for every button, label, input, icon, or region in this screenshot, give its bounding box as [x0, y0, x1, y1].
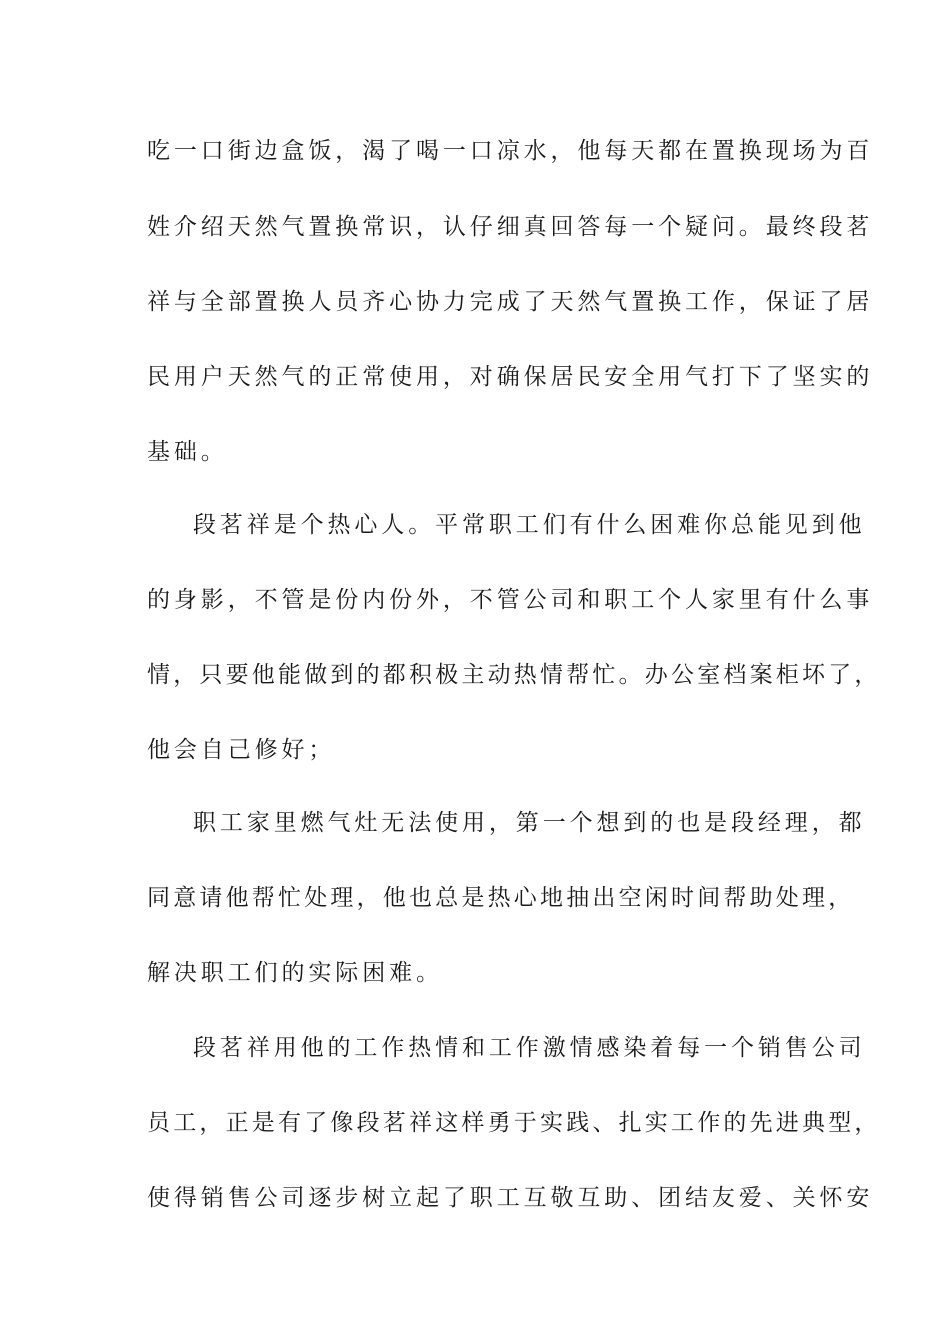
text-line: 的身影，不管是份内份外，不管公司和职工个人家里有什么事	[147, 587, 874, 613]
text-line: 他会自己修好；	[147, 737, 336, 763]
text-line: 基础。	[147, 439, 228, 465]
text-line: 解决职工们的实际困难。	[147, 960, 443, 986]
text-line: 民用户天然气的正常使用，对确保居民安全用气打下了坚实的	[147, 364, 874, 390]
text-line: 使得销售公司逐步树立起了职工互敬互助、团结友爱、关怀安	[147, 1185, 874, 1211]
paragraph-first-line: 段茗祥是个热心人。平常职工们有什么困难你总能见到他	[193, 512, 866, 538]
text-line: 吃一口街边盒饭，渴了喝一口凉水，他每天都在置换现场为百	[147, 138, 874, 164]
paragraph-first-line: 段茗祥用他的工作热情和工作激情感染着每一个销售公司	[193, 1035, 866, 1061]
text-line: 姓介绍天然气置换常识，认仔细真回答每一个疑问。最终段茗	[147, 214, 874, 240]
text-line: 同意请他帮忙处理，他也总是热心地抽出空闲时间帮助处理，	[147, 885, 855, 911]
paragraph-first-line: 职工家里燃气灶无法使用，第一个想到的也是段经理，都	[193, 810, 866, 836]
text-line: 祥与全部置换人员齐心协力完成了天然气置换工作，保证了居	[147, 289, 874, 315]
text-line: 情，只要他能做到的都积极主动热情帮忙。办公室档案柜坏了，	[147, 662, 881, 688]
text-line: 员工，正是有了像段茗祥这样勇于实践、扎实工作的先进典型，	[147, 1110, 881, 1136]
